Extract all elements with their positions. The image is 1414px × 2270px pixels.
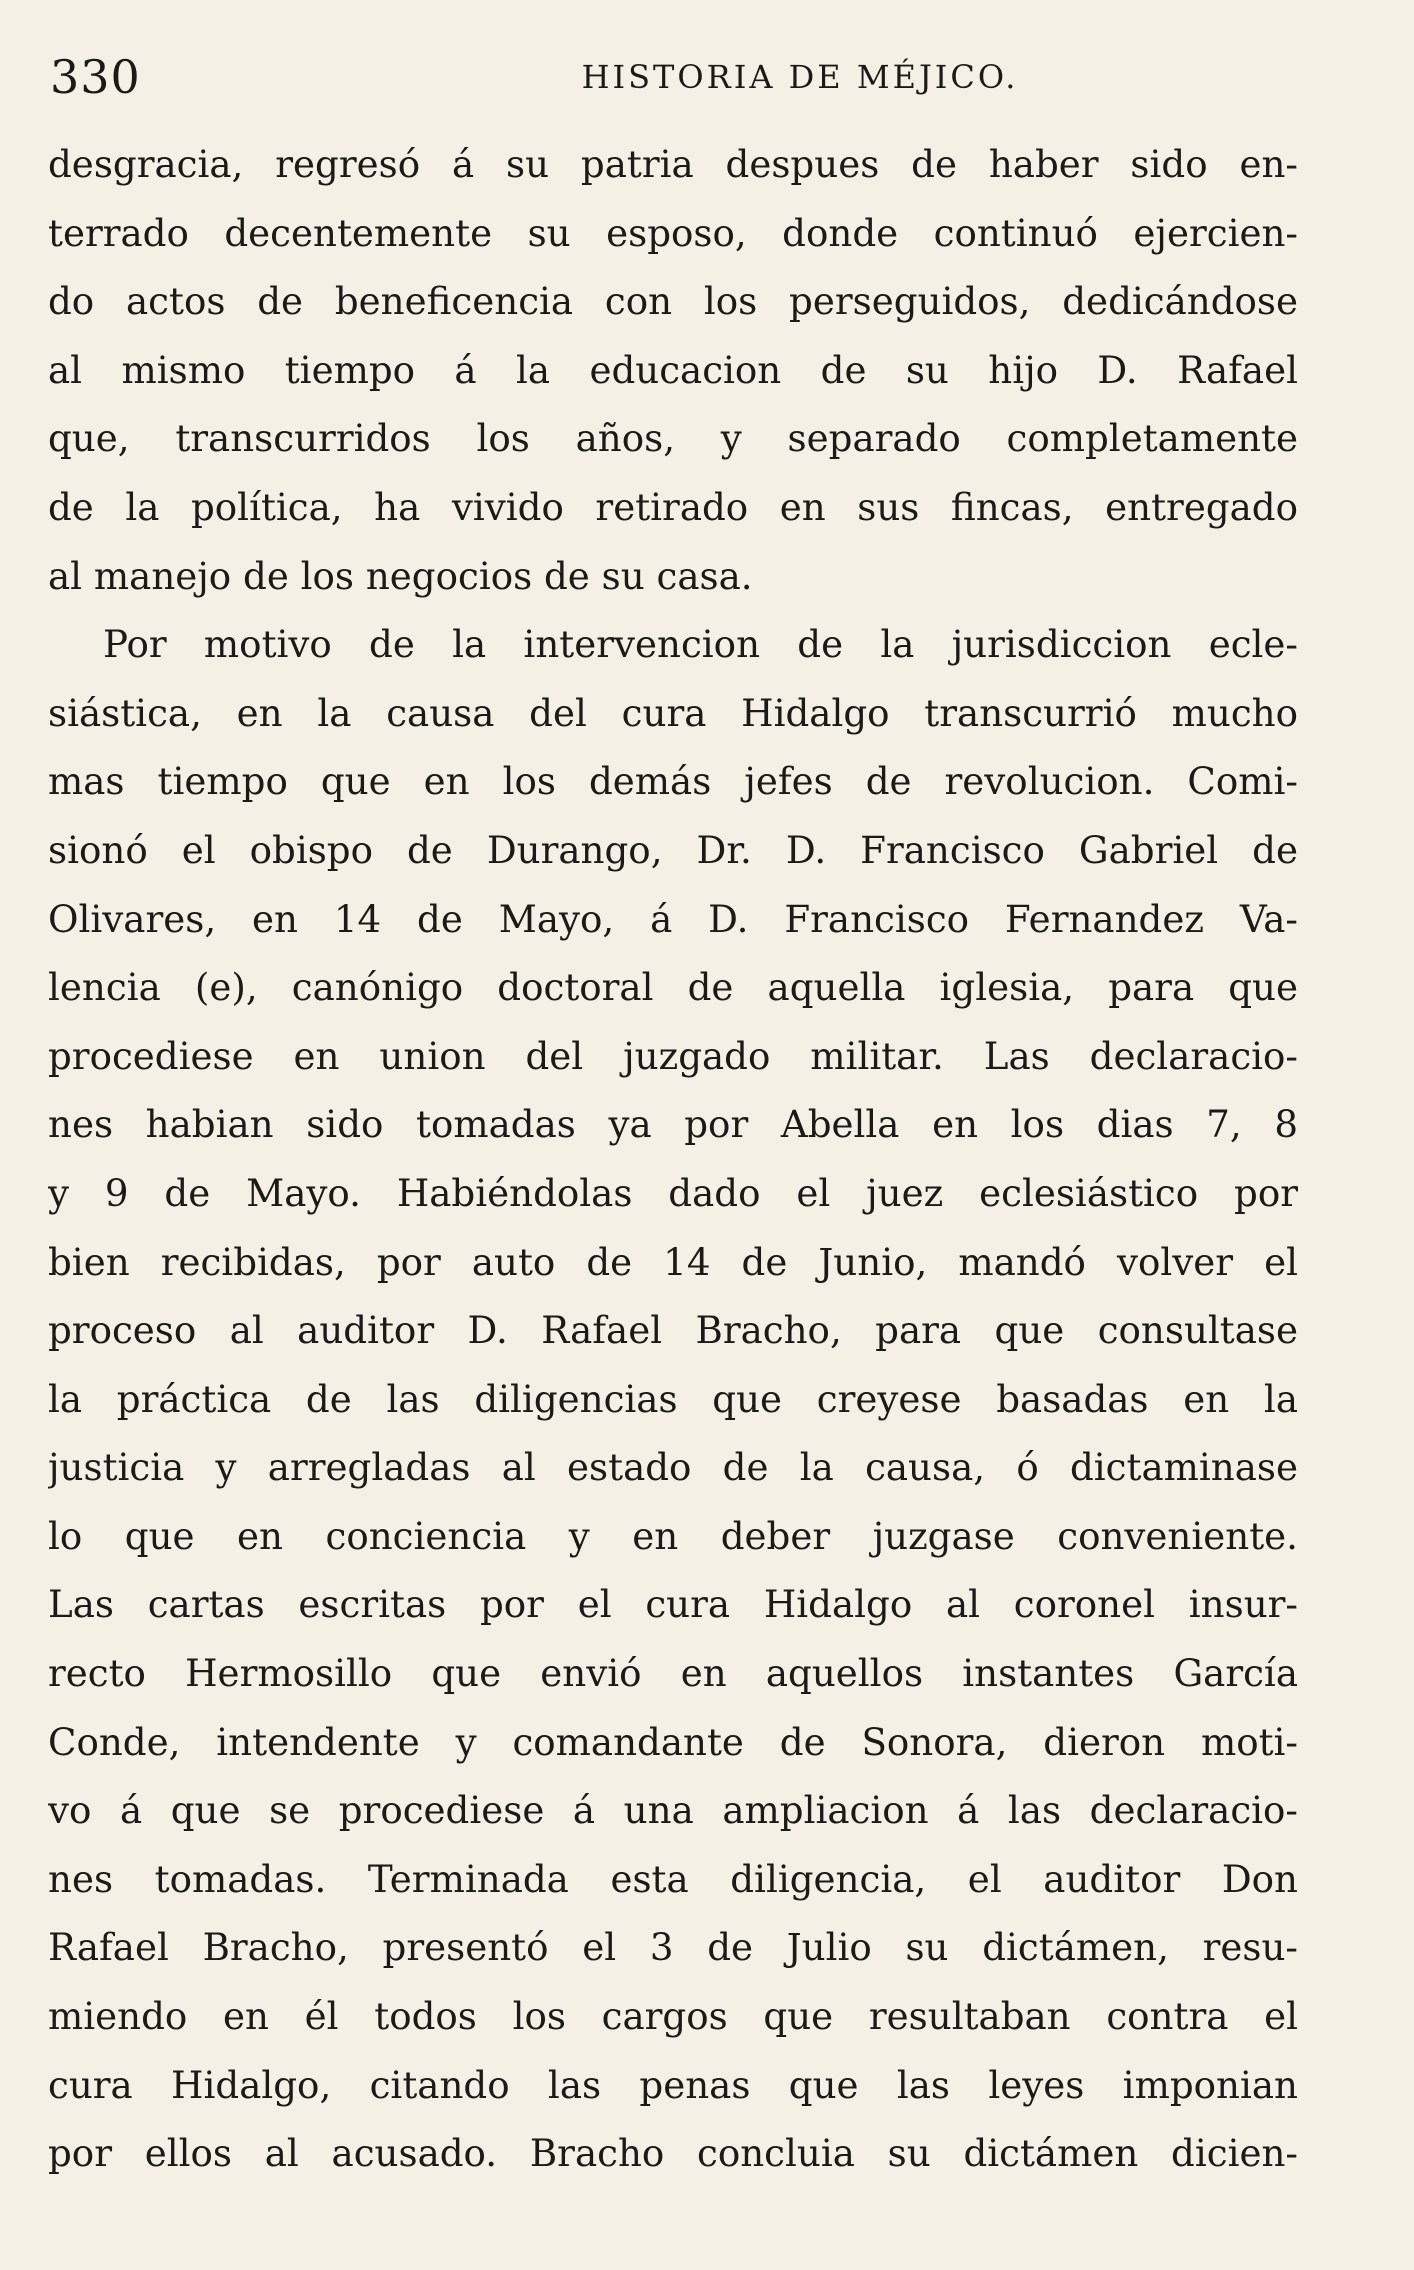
text-line: al manejo de los negocios de su casa.	[48, 553, 753, 598]
text-line: bien recibidas, por auto de 14 de Junio, mandó volver el	[48, 1239, 1298, 1284]
text-line: la práctica de las diligencias que creyese basadas en la	[48, 1376, 1298, 1421]
text-line: cura Hidalgo, citando las penas que las leyes imponian	[48, 2062, 1298, 2107]
text-line: procediese en union del juzgado militar. Las declaracio-	[48, 1033, 1298, 1078]
text-line: lencia (e), canónigo doctoral de aquella iglesia, para que	[48, 965, 1298, 1010]
page-number: 330	[50, 50, 141, 104]
text-line: terrado decentemente su esposo, donde continuó ejercien-	[48, 210, 1298, 255]
text-line: siástica, en la causa del cura Hidalgo transcurrió mucho	[48, 690, 1298, 735]
page-header	[50, 42, 1300, 112]
text-line: mas tiempo que en los demás jefes de revolucion. Comi-	[48, 759, 1298, 804]
running-title: HISTORIA DE MÉJICO.	[581, 58, 1019, 96]
text-line: lo que en conciencia y en deber juzgase conveniente.	[48, 1513, 1298, 1558]
text-line: Olivares, en 14 de Mayo, á D. Francisco Fernandez Va-	[48, 896, 1298, 941]
text-line: al mismo tiempo á la educacion de su hijo D. Rafael	[48, 347, 1298, 392]
text-line: de la política, ha vivido retirado en sus fincas, entregado	[48, 484, 1298, 529]
text-line: Las cartas escritas por el cura Hidalgo al coronel insur-	[48, 1582, 1298, 1627]
text-line: por ellos al acusado. Bracho concluia su dictámen dicien-	[48, 2131, 1298, 2176]
text-line: miendo en él todos los cargos que resultaban contra el	[48, 1994, 1298, 2039]
text-line: Por motivo de la intervencion de la jurisdiccion ecle-	[103, 622, 1298, 667]
text-line: recto Hermosillo que envió en aquellos instantes García	[48, 1651, 1298, 1696]
text-line: desgracia, regresó á su patria despues de haber sido en-	[48, 142, 1298, 186]
text-line: nes tomadas. Terminada esta diligencia, el auditor Don	[48, 1856, 1298, 1901]
text-line: proceso al auditor D. Rafael Bracho, para que consultase	[48, 1308, 1298, 1353]
text-line: que, transcurridos los años, y separado completamente	[48, 416, 1298, 461]
text-line: Conde, intendente y comandante de Sonora, dieron moti-	[48, 1719, 1298, 1764]
text-line: vo á que se procediese á una ampliacion á las declaracio-	[48, 1788, 1298, 1833]
text-line: y 9 de Mayo. Habiéndolas dado el juez eclesiástico por	[48, 1170, 1298, 1215]
text-line: do actos de beneficencia con los perseguidos, dedicándose	[48, 279, 1298, 324]
text-line: Rafael Bracho, presentó el 3 de Julio su dictámen, resu-	[48, 1925, 1298, 1970]
text-line: sionó el obispo de Durango, Dr. D. Francisco Gabriel de	[48, 827, 1298, 872]
text-line: nes habian sido tomadas ya por Abella en los dias 7, 8	[48, 1102, 1298, 1147]
text-line: justicia y arregladas al estado de la causa, ó dictaminase	[48, 1445, 1298, 1490]
body-text	[48, 130, 1298, 2188]
